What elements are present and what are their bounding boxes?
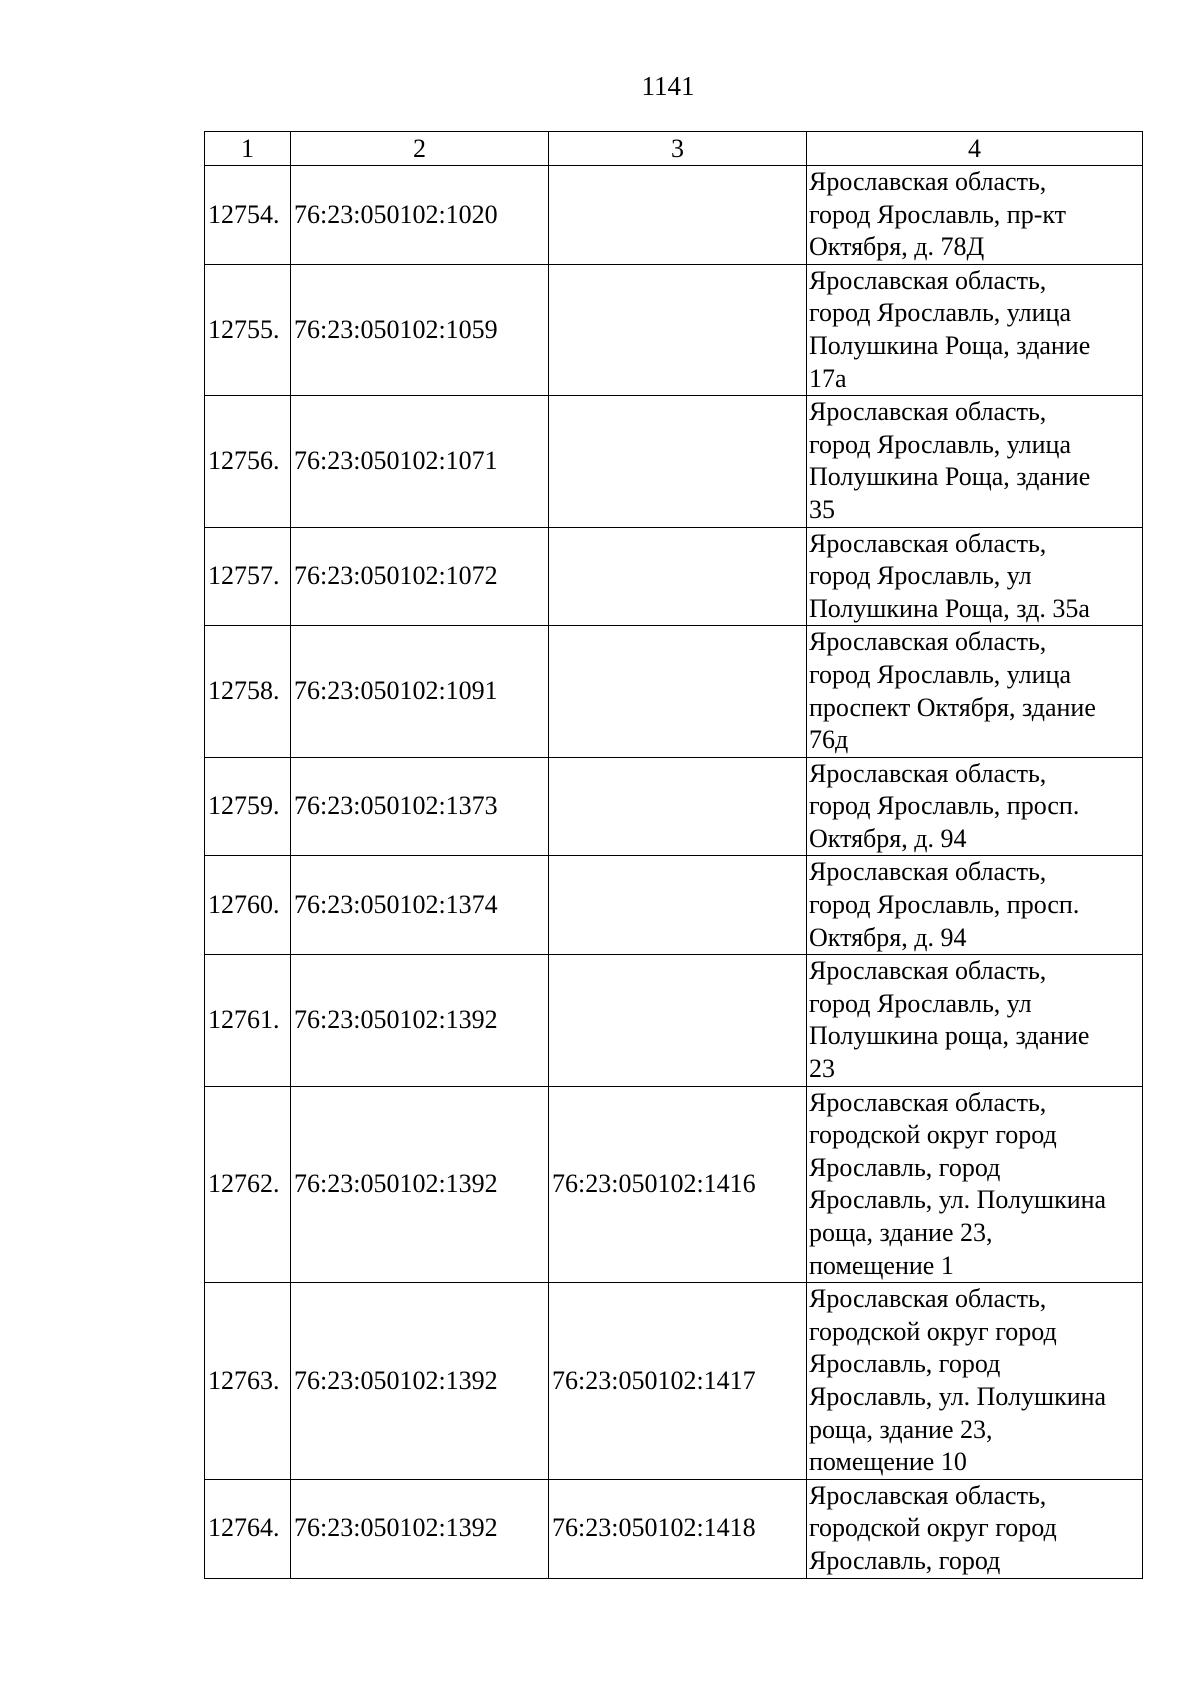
row-number-cell: 12755. — [205, 264, 291, 395]
address-line: Ярославская область, — [809, 167, 1047, 196]
address-line: город Ярославль, ул — [809, 561, 1032, 591]
room-cadastral-number-cell — [549, 166, 807, 265]
table-row — [205, 856, 1143, 955]
address-line: Ярославль, город — [809, 1545, 1001, 1575]
address-line: Ярославская область, — [809, 627, 1047, 657]
address-line: Ярославль, ул. Полушкина — [809, 1381, 1107, 1411]
address-line: Полушкина Роща, здание — [809, 330, 1091, 360]
address-line: Октября, д. 78Д — [809, 232, 985, 262]
address-line: помещение 1 — [809, 1250, 954, 1280]
address-line: помещение 10 — [809, 1447, 967, 1477]
address-line: Полушкина Роща, здание — [809, 462, 1091, 492]
address-line: Ярославская область, — [809, 758, 1047, 788]
row-number-cell: 12760. — [205, 856, 291, 955]
table-header-row — [205, 132, 1143, 166]
address-line: Полушкина Роща, зд. 35а — [809, 593, 1090, 623]
cadastral-number-cell: 76:23:050102:1091 — [291, 626, 549, 757]
address-line: Ярославская область, — [809, 1284, 1047, 1314]
cadastral-number-cell: 76:23:050102:1392 — [291, 1086, 549, 1283]
address-line: город Ярославль, улица — [809, 659, 1072, 689]
room-cadastral-number-cell — [549, 396, 807, 527]
table-row — [205, 626, 1143, 757]
table-row — [205, 757, 1143, 856]
address-cell — [807, 757, 1143, 856]
cadastral-number-cell: 76:23:050102:1072 — [291, 527, 549, 626]
address-line: городской округ город — [809, 1120, 1057, 1150]
cadastral-number-cell: 76:23:050102:1374 — [291, 856, 549, 955]
cadastral-number-cell: 76:23:050102:1392 — [291, 1479, 549, 1578]
address-cell — [807, 166, 1143, 265]
table-row — [205, 527, 1143, 626]
address-line: Ярославская область, — [809, 397, 1047, 427]
cadastral-number-cell: 76:23:050102:1071 — [291, 396, 549, 527]
column-header-4: 4 — [807, 132, 1143, 166]
address-cell — [807, 264, 1143, 395]
address-line: Ярославль, город — [809, 1349, 1001, 1379]
row-number-cell: 12762. — [205, 1086, 291, 1283]
column-header-3: 3 — [549, 132, 807, 166]
room-cadastral-number-cell: 76:23:050102:1417 — [549, 1283, 807, 1480]
address-cell — [807, 626, 1143, 757]
address-line: Полушкина роща, здание — [809, 1021, 1090, 1051]
address-cell — [807, 1283, 1143, 1480]
cadastral-number-cell: 76:23:050102:1392 — [291, 1283, 549, 1480]
column-header-1: 1 — [205, 132, 291, 166]
room-cadastral-number-cell — [549, 626, 807, 757]
table-row — [205, 1086, 1143, 1283]
address-line: 76д — [809, 725, 849, 755]
table-row — [205, 166, 1143, 265]
address-line: роща, здание 23, — [809, 1414, 993, 1444]
address-line: город Ярославль, улица — [809, 429, 1072, 459]
row-number-cell: 12754. — [205, 166, 291, 265]
cadastral-number-cell: 76:23:050102:1059 — [291, 264, 549, 395]
address-line: город Ярославль, ул — [809, 988, 1032, 1018]
address-cell — [807, 1479, 1143, 1578]
cadastral-number-cell: 76:23:050102:1020 — [291, 166, 549, 265]
row-number-cell: 12756. — [205, 396, 291, 527]
address-line: городской округ город — [809, 1316, 1057, 1346]
table-row — [205, 264, 1143, 395]
address-line: город Ярославль, просп. — [809, 890, 1080, 920]
row-number-cell: 12763. — [205, 1283, 291, 1480]
address-line: Ярославская область, — [809, 1480, 1047, 1510]
row-number-cell: 12759. — [205, 757, 291, 856]
room-cadastral-number-cell: 76:23:050102:1418 — [549, 1479, 807, 1578]
address-line: городской округ город — [809, 1513, 1057, 1543]
table-row — [205, 1479, 1143, 1578]
room-cadastral-number-cell — [549, 264, 807, 395]
address-line: 35 — [809, 494, 835, 524]
address-line: город Ярославль, просп. — [809, 791, 1080, 821]
address-line: Ярославль, город — [809, 1152, 1001, 1182]
address-line: Ярославль, ул. Полушкина — [809, 1185, 1107, 1215]
room-cadastral-number-cell — [549, 856, 807, 955]
address-line: город Ярославль, пр-кт — [809, 199, 1067, 229]
table-row — [205, 955, 1143, 1086]
room-cadastral-number-cell — [549, 955, 807, 1086]
address-line: Ярославская область, — [809, 857, 1047, 887]
table-row — [205, 396, 1143, 527]
row-number-cell: 12764. — [205, 1479, 291, 1578]
registry-table — [204, 131, 1143, 1579]
address-line: город Ярославль, улица — [809, 298, 1072, 328]
room-cadastral-number-cell: 76:23:050102:1416 — [549, 1086, 807, 1283]
room-cadastral-number-cell — [549, 527, 807, 626]
table-body — [205, 166, 1143, 1579]
address-line: 23 — [809, 1054, 835, 1084]
address-line: Ярославская область, — [809, 528, 1047, 558]
address-cell — [807, 396, 1143, 527]
address-line: Ярославская область, — [809, 1087, 1047, 1117]
row-number-cell: 12761. — [205, 955, 291, 1086]
cadastral-number-cell: 76:23:050102:1373 — [291, 757, 549, 856]
address-line: проспект Октября, здание — [809, 692, 1096, 722]
address-line: Октября, д. 94 — [809, 823, 967, 853]
room-cadastral-number-cell — [549, 757, 807, 856]
address-line: Октября, д. 94 — [809, 922, 967, 952]
address-cell — [807, 527, 1143, 626]
address-line: роща, здание 23, — [809, 1218, 993, 1247]
row-number-cell: 12757. — [205, 527, 291, 626]
cadastral-number-cell: 76:23:050102:1392 — [291, 955, 549, 1086]
page-number: 1141 — [641, 71, 695, 101]
table-row — [205, 1283, 1143, 1480]
address-line: Ярославская область, — [809, 956, 1047, 986]
address-line: 17а — [809, 363, 847, 393]
address-cell — [807, 955, 1143, 1086]
address-line: Ярославская область, — [809, 265, 1047, 295]
address-cell — [807, 1086, 1143, 1283]
row-number-cell: 12758. — [205, 626, 291, 757]
address-cell — [807, 856, 1143, 955]
column-header-2: 2 — [291, 132, 549, 166]
